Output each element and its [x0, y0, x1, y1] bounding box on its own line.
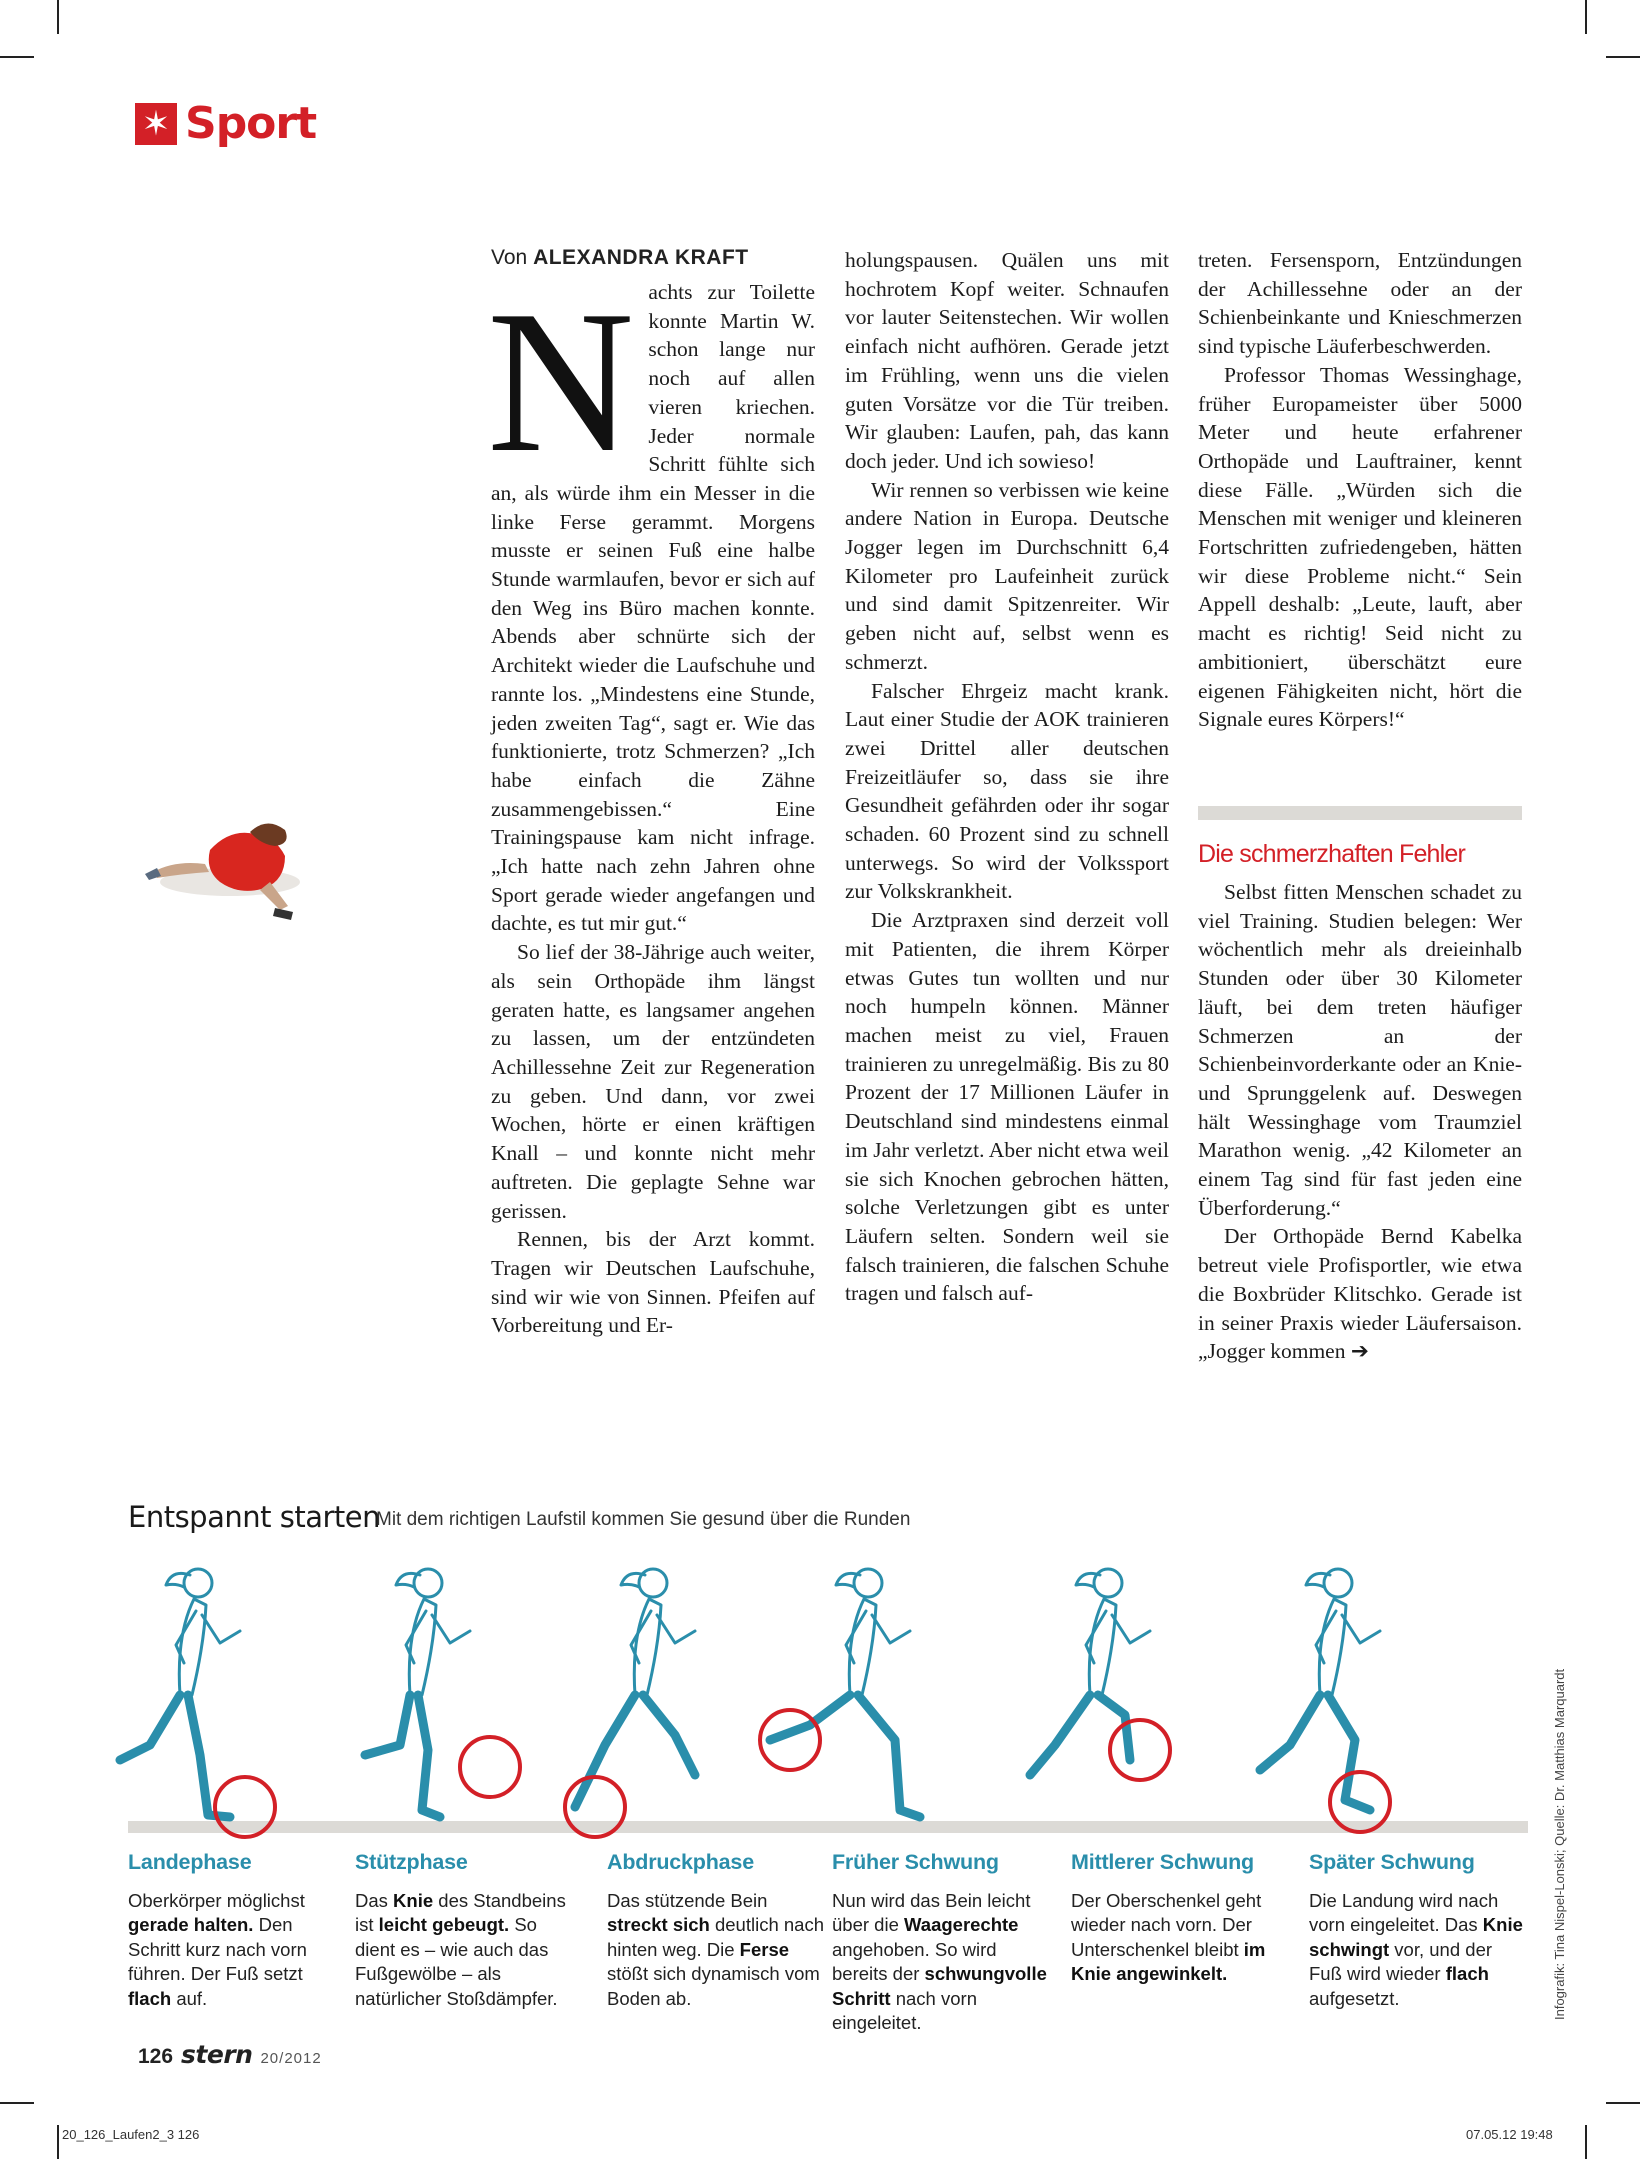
phase-title: Abdruckphase	[607, 1850, 754, 1874]
runner-leg-back	[575, 1695, 635, 1807]
crop-mark	[1585, 0, 1587, 34]
runner-figure	[1030, 1569, 1170, 1780]
paragraph: Selbst fitten Menschen schadet zu viel Training. Studien belegen: Wer wöchentlich mehr als dreieinhalb Stunden oder über 30 Kilometer läuft, bei dem treten häufiger Schmerzen an der Schienbeinvorderkante oder an Knie- und Sprunggelenk auf. Deswegen hält Wessinghage vom Traumziel Marathon wenig. „42 Kilometer an einem Tag sind für fast jeden eine Überforderung.“	[1198, 880, 1522, 1220]
runner-ponytail	[836, 1573, 860, 1587]
paragraph: So lief der 38-Jährige auch weiter, als sein Orthopäde ihm längst geraten hatte, es langsamer angehen zu lassen, um der entzündeten Achillessehne Zeit zur Regeneration zu geben. Und dann, vor zwei Wochen, hörte er einen kräftigen Knall – und konnte nicht mehr auftreten. Die geplagte Sehne war gerissen.	[491, 940, 815, 1223]
phase-text: Das Knie des Standbeins ist leicht gebeugt. So dient es – wie auch das Fußgewölbe – als natürlicher Stoßdämpfer.	[355, 1889, 566, 2009]
runner-leg-back	[1030, 1695, 1090, 1775]
crop-mark	[0, 56, 34, 58]
page-number: 126	[138, 2045, 174, 2068]
phase-text: Der Oberschenkel geht wieder nach vorn. Der Unterschenkel bleibt im Knie angewinkelt.	[1071, 1889, 1266, 1984]
runner-arm-front	[1112, 1615, 1150, 1643]
highlight-circle	[215, 1777, 275, 1837]
phase-title: Landephase	[128, 1850, 252, 1874]
paragraph: Der Orthopäde Bernd Kabelka betreut viele Profisportler, wie etwa die Boxbrüder Klitschko. Gerade ist in seiner Praxis wieder Läufersaison. „Jogger kommen ➔	[1198, 1224, 1522, 1364]
paragraph: achts zur Toilette konnte Martin W. schon lange nur noch auf allen vieren kriechen. Jeder normale Schritt fühlte sich an, als würde ihm ein Messer in die linke Ferse gerammt. Morgens musste er seinen Fuß eine halbe Stunde warmlaufen, bevor er sich auf den Weg ins Büro machen konnte. Abends aber schnürte sich der Architekt wieder die Laufschuhe und rannte los. „Mindestens eine Stunde, jeden zweiten Tag“, sagt er. Wie das funktionierte, trotz Schmerzen? „Ich habe einfach die Zähne zusammengebissen.“ Eine Trainingspause kam nicht infrage. „Ich hatte nach zehn Jahren ohne Sport gerade wieder angefangen und dachte, es tut mir gut.“	[491, 280, 815, 936]
runner-torso	[849, 1599, 876, 1695]
folio	[138, 2040, 322, 2069]
phase-card	[355, 1850, 575, 2011]
runner-ponytail	[1076, 1573, 1100, 1587]
runner-leg-front	[418, 1695, 440, 1817]
phase-title: Stützphase	[355, 1850, 468, 1874]
crop-mark	[57, 0, 59, 34]
runner-arm-front	[432, 1615, 470, 1643]
drop-cap: N	[487, 269, 635, 495]
section-divider	[1198, 806, 1522, 820]
runner-ponytail	[1306, 1573, 1330, 1587]
runner-torso	[1319, 1599, 1346, 1695]
runner-leg-back	[1260, 1695, 1320, 1770]
section-rubric	[135, 98, 316, 149]
runner-figures	[80, 1545, 1540, 1845]
runner-arm-front	[1342, 1615, 1380, 1643]
infographic-title: Entspannt starten	[128, 1500, 380, 1534]
runner-arm-front	[202, 1615, 240, 1643]
runner-leg-front	[858, 1695, 920, 1817]
byline-prefix: Von	[491, 246, 528, 269]
magazine-logo: stern	[181, 2040, 253, 2069]
crop-mark	[57, 2125, 59, 2159]
runner-leg-front	[1328, 1695, 1370, 1810]
phase-title: Früher Schwung	[832, 1850, 999, 1874]
phase-text: Oberkörper möglichst gerade halten. Den Schritt kurz nach vorn führen. Der Fuß setzt flach auf.	[128, 1889, 307, 2009]
runner-ponytail	[396, 1573, 420, 1587]
crop-mark	[1606, 2102, 1640, 2104]
paragraph: Die Arztpraxen sind derzeit voll mit Patienten, die ihrem Körper etwas Gutes tun wollten und nur noch humpeln können. Männer machen meist zu viel, Frauen trainieren zu unregelmäßig. Bis zu 80 Prozent der 17 Millionen Läufer in Deutschland sind mindestens einmal im Jahr verletzt. Aber nicht etwa weil sie sich Knochen gebrochen hätten, solche Verletzungen gibt es unter Läufern selten. Sondern weil sie falsch trainieren, die falschen Schuhe tragen und falsch auf-	[845, 908, 1169, 1306]
slug-timestamp: 07.05.12 19:48	[1466, 2127, 1553, 2142]
paragraph: Wir rennen so verbissen wie keine andere Nation in Europa. Deutsche Jogger legen im Durchschnitt 6,4 Kilometer pro Laufeinheit zurück und sind damit Spitzenreiter. Wir geben nicht auf, selbst wenn es schmerzt.	[845, 477, 1169, 674]
author-name: ALEXANDRA KRAFT	[533, 246, 749, 269]
paragraph: Falscher Ehrgeiz macht krank. Laut einer Studie der AOK trainieren zwei Drittel aller deutschen Freizeitläufer so, dass sie ihre Gesundheit gefährden oder ihr sogar schaden. 60 Prozent sind zu schnell unterwegs. So wird der Volkssport zur Volkskrankheit.	[845, 678, 1169, 904]
runner-leg-front	[188, 1695, 230, 1817]
runner-leg-back	[120, 1695, 180, 1760]
phase-title: Mittlerer Schwung	[1071, 1850, 1254, 1874]
runner-torso	[1089, 1599, 1116, 1695]
highlight-circle	[460, 1737, 520, 1797]
rubric-label: Sport	[185, 98, 317, 149]
phase-card	[128, 1850, 348, 2011]
runner-arm-front	[872, 1615, 910, 1643]
highlight-circle	[1110, 1720, 1170, 1780]
slug-file: 20_126_Laufen2_3 126	[62, 2127, 200, 2142]
phase-text: Das stützende Bein streckt sich deutlich nach hinten weg. Die Ferse stößt sich dynamisch vom Boden ab.	[607, 1889, 825, 2009]
paragraph: Professor Thomas Wessinghage, früher Europameister über 5000 Meter und heute erfahrener Orthopäde und Lauftrainer, kennt diese Fälle. „Würden sich die Menschen mit weniger und kleineren Fortschritten zufriedengeben, hätten wir diese Probleme nicht.“ Sein Appell deshalb: „Leute, lauft, aber macht es richtig! Seid nicht zu ambitioniert, überschätzt eure eigenen Fähigkeiten nicht, hört die Signale eures Körpers!“	[1198, 362, 1522, 732]
infographic-credit	[1552, 1660, 1572, 2030]
stern-star-icon: ✶	[135, 103, 177, 145]
runner-figure	[1260, 1569, 1390, 1832]
runner-torso	[634, 1599, 661, 1695]
runner-photo	[135, 810, 315, 930]
paragraph: Rennen, bis der Arzt kommt. Tragen wir Deutschen Laufschuhe, sind wir wie von Sinnen. Pfeifen auf Vorbereitung und Er-	[491, 1227, 815, 1338]
article-column-1	[487, 269, 815, 1340]
article-column-3-continued	[1198, 878, 1522, 1366]
phase-title: Später Schwung	[1309, 1850, 1475, 1874]
runner-torso	[409, 1599, 436, 1695]
crop-mark	[0, 2102, 34, 2104]
phase-card	[1071, 1850, 1291, 1987]
paragraph: treten. Fersensporn, Entzündungen der Achillessehne oder an der Schienbeinkante und Knieschmerzen sind typische Läuferbeschwerden.	[1198, 248, 1522, 359]
runner-figure	[760, 1569, 920, 1817]
runner-arm-front	[657, 1615, 695, 1643]
issue-number: 20/2012	[260, 2050, 322, 2067]
runner-leg-back	[365, 1695, 410, 1755]
crop-mark	[1606, 56, 1640, 58]
phase-card	[607, 1850, 827, 2011]
runner-ponytail	[621, 1573, 645, 1587]
runner-ponytail	[166, 1573, 190, 1587]
runner-figure	[565, 1569, 695, 1837]
runner-torso	[179, 1599, 206, 1695]
paragraph: holungspausen. Quälen uns mit hochrotem Kopf weiter. Schnaufen vor lauter Seitenstechen. Wir wollen einfach nicht aufhören. Gerade jetzt im Frühling, wenn uns die vielen guten Vorsätze vor die Tür treiben. Wir glauben: Laufen, pah, das kann doch jeder. Und ich sowieso!	[845, 248, 1169, 473]
phase-card	[832, 1850, 1052, 2036]
runner-figure	[365, 1569, 520, 1817]
infographic-subtitle: Mit dem richtigen Laufstil kommen Sie gesund über die Runden	[376, 1509, 911, 1530]
phase-text: Nun wird das Bein leicht über die Waagerechte angehoben. So wird bereits der schwungvolle Schritt nach vorn eingeleitet.	[832, 1889, 1047, 2033]
runner-leg-front	[1098, 1695, 1130, 1760]
credit-text: Infografik: Tina Nispel-Lonski; Quelle: Dr. Matthias Marquardt	[1552, 1668, 1567, 2020]
article-column-2	[845, 246, 1169, 1308]
byline	[491, 246, 749, 270]
section-heading: Die schmerzhaften Fehler	[1198, 840, 1466, 868]
phase-card	[1309, 1850, 1529, 2011]
crop-mark	[1585, 2125, 1587, 2159]
article-column-3	[1198, 246, 1522, 734]
runner-figure	[120, 1569, 275, 1837]
phase-text: Die Landung wird nach vorn eingeleitet. Das Knie schwingt vor, und der Fuß wird wieder flach aufgesetzt.	[1309, 1889, 1523, 2009]
runner-leg-front	[643, 1695, 695, 1775]
